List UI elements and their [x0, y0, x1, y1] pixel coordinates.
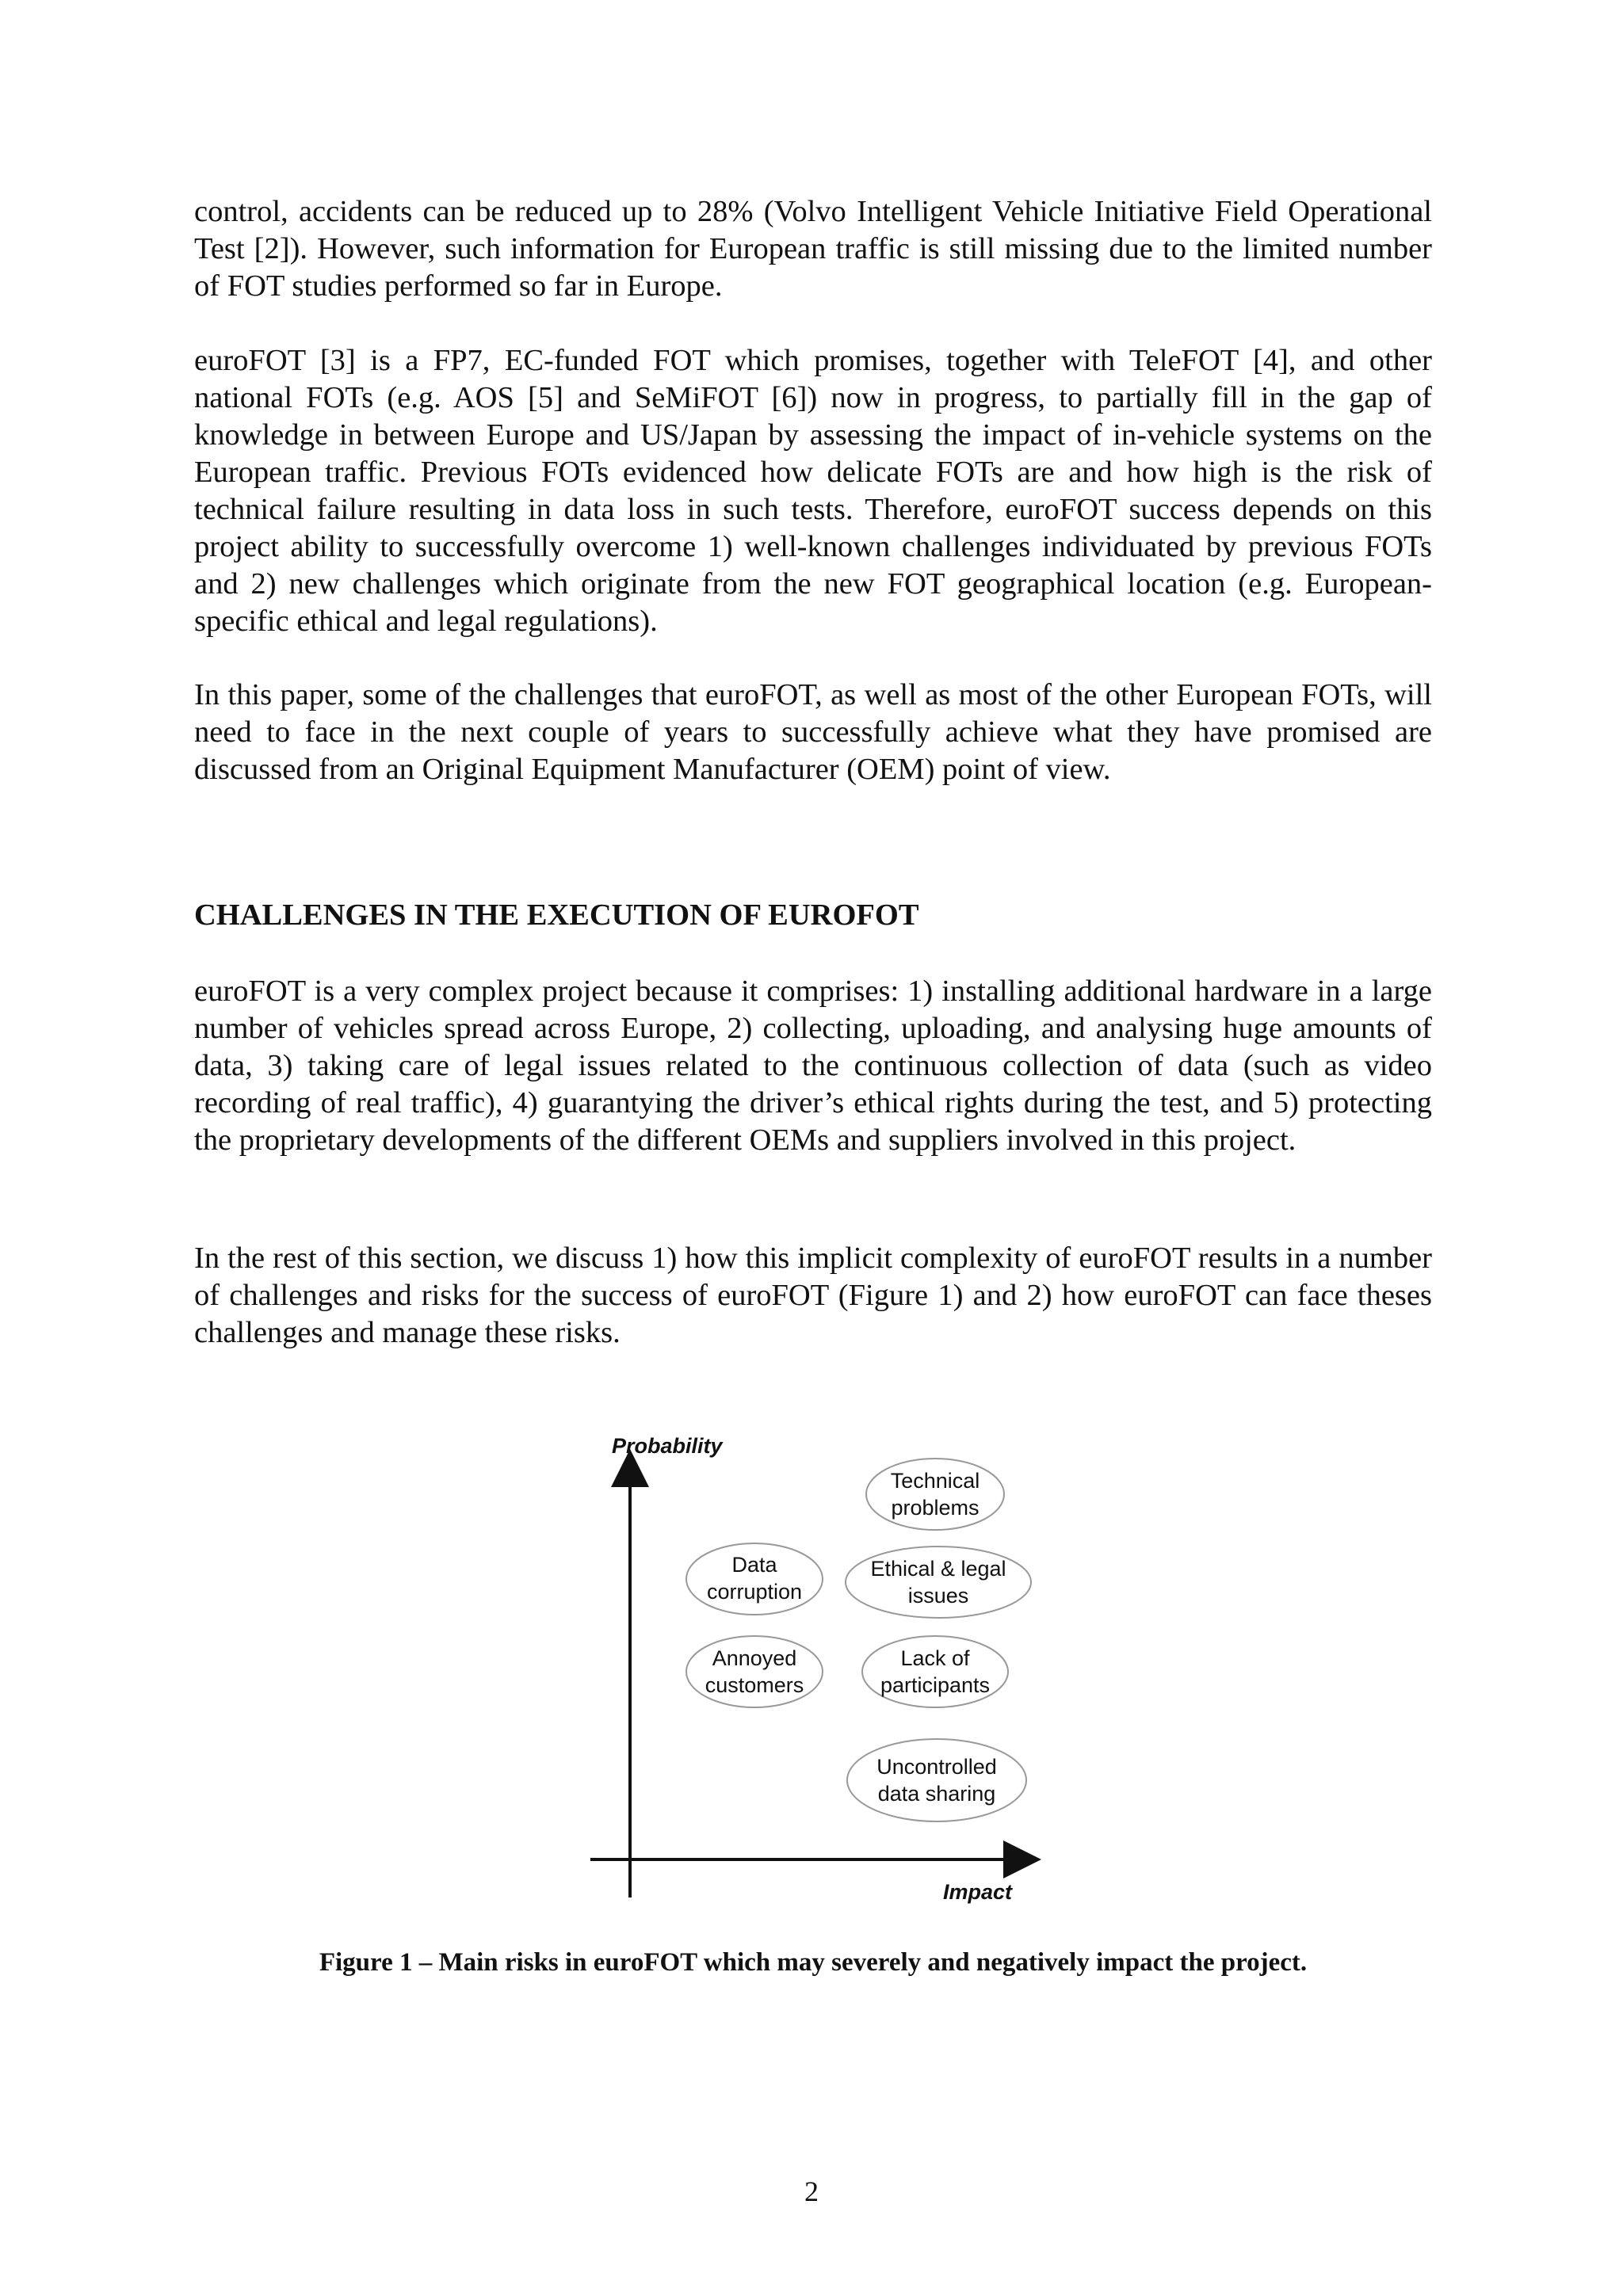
paragraph-eurofot-description: euroFOT [3] is a FP7, EC-funded FOT which promises, together with TeleFOT [4], and other national FOTs (e.g. AOS [5] and SeMiFOT [6]) now in progress, to partially fill in the gap of knowledge in between Europe and US/Japan by assessing the impact of in-vehicle systems on the European traffic. Previous FOTs evidenced how delicate FOTs are and how high is the risk of technical failure resulting in data loss in such tests. Therefore, euroFOT success depends on this project ability to successfully overcome 1) well-known challenges individuated by previous FOTs and 2) new challenges which originate from the new FOT geographical location (e.g. European-specific ethical and legal regulations).	[194, 344, 1432, 638]
paragraph-section-overview: In the rest of this section, we discuss 1) how this implicit complexity of euroFOT results in a number of challenges and risks for the success of euroFOT (Figure 1) and 2) how euroFOT can face theses challenges and manage these risks.	[194, 1241, 1432, 1349]
figure-caption: Figure 1 – Main risks in euroFOT which may severely and negatively impact the project.	[319, 1948, 1308, 1977]
risk-label-annoyed: Annoyed customers	[705, 1646, 804, 1697]
risk-label-sharing: Uncontrolled data sharing	[876, 1755, 997, 1806]
paragraph-paper-scope: In this paper, some of the challenges that euroFOT, as well as most of the other European FOTs, will need to face in the next couple of years to successfully achieve what they have promised are discussed from an Original Equipment Manufacturer (OEM) point of view.	[194, 678, 1432, 786]
paragraph-intro-continued: control, accidents can be reduced up to 28% (Volvo Intelligent Vehicle Initiative Field Operational Test [2]). However, such information for European traffic is still missing due to the limited number of FOT studies performed so far in Europe.	[194, 195, 1432, 303]
paragraph-complexity: euroFOT is a very complex project because it comprises: 1) installing additional hardware in a large number of vehicles spread across Europe, 2) collecting, uploading, and analysing huge amounts of data, 3) taking care of legal issues related to the continuous collection of data (such as video recording of real traffic), 4) guarantying the driver’s ethical rights during the test, and 5) protecting the proprietary developments of the different OEMs and suppliers involved in this project.	[194, 974, 1432, 1157]
risk-label-participants: Lack of participants	[880, 1646, 991, 1697]
risk-label-data-corruption: Data corruption	[706, 1553, 803, 1604]
risk-label-technical: Technical problems	[890, 1469, 980, 1520]
risk-label-ethical-legal: Ethical & legal issues	[870, 1557, 1006, 1608]
x-axis-label: Impact	[943, 1880, 1013, 1904]
page-number: 2	[804, 2176, 819, 2207]
y-axis-label: Probability	[612, 1434, 723, 1458]
section-heading: CHALLENGES IN THE EXECUTION OF EUROFOT	[194, 898, 919, 932]
risk-matrix-figure	[555, 1422, 1078, 1921]
